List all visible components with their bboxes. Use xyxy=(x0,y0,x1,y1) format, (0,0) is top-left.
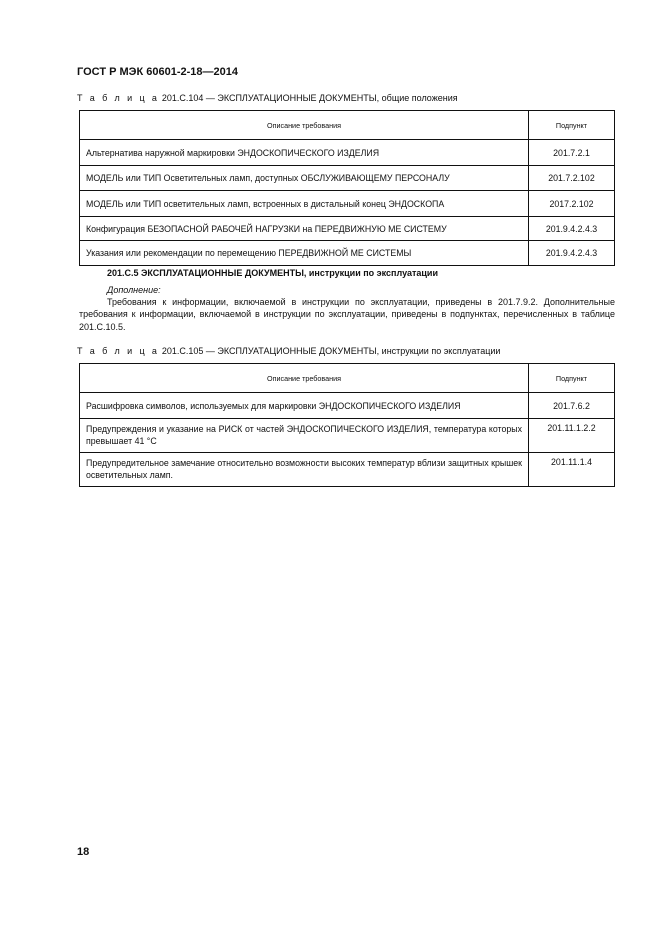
table-row xyxy=(80,419,615,453)
table-row xyxy=(80,166,615,191)
cell-subclause: 201.11.1.4 xyxy=(529,453,615,487)
table-header-row xyxy=(80,364,615,393)
table-201-c-104 xyxy=(79,110,615,266)
section-paragraph: Требования к информации, включаемой в инструкции по эксплуатации, приведены в 201.7.9.2. Дополнительные требования к информации, включаемой в инструкции по эксплуатации, приведены в подпунктах, перечисленных в таблице 201.С.10.5. xyxy=(79,297,615,332)
column-header-subclause: Подпункт xyxy=(529,111,615,140)
cell-description: Альтернатива наружной маркировки ЭНДОСКОПИЧЕСКОГО ИЗДЕЛИЯ xyxy=(80,140,529,166)
cell-description: Предупреждения и указание на РИСК от частей ЭНДОСКОПИЧЕСКОГО ИЗДЕЛИЯ, температура которых превышает 41 °С xyxy=(80,419,529,453)
cell-subclause: 2017.2.102 xyxy=(529,191,615,217)
cell-description: МОДЕЛЬ или ТИП Осветительных ламп, доступных ОБСЛУЖИВАЮЩЕМУ ПЕРСОНАЛУ xyxy=(80,166,529,191)
table2-caption-text: 201.С.105 — ЭКСПЛУАТАЦИОННЫЕ ДОКУМЕНТЫ, инструкции по эксплуатации xyxy=(159,346,501,356)
cell-subclause: 201.7.2.1 xyxy=(529,140,615,166)
table1-caption-text: 201.С.104 — ЭКСПЛУАТАЦИОННЫЕ ДОКУМЕНТЫ, общие положения xyxy=(159,93,458,103)
table-201-c-105 xyxy=(79,363,615,487)
cell-description: Предупредительное замечание относительно возможности высоких температур вблизи защитных крышек осветительных ламп. xyxy=(80,453,529,487)
cell-description: МОДЕЛЬ или ТИП осветительных ламп, встроенных в дистальный конец ЭНДОСКОПА xyxy=(80,191,529,217)
table2-caption xyxy=(77,346,500,356)
table1-caption xyxy=(77,93,458,103)
table-row xyxy=(80,241,615,266)
cell-subclause: 201.7.2.102 xyxy=(529,166,615,191)
column-header-description: Описание требования xyxy=(80,111,529,140)
table-row xyxy=(80,191,615,217)
cell-description: Конфигурация БЕЗОПАСНОЙ РАБОЧЕЙ НАГРУЗКИ на ПЕРЕДВИЖНУЮ МЕ СИСТЕМУ xyxy=(80,217,529,241)
page-number: 18 xyxy=(77,846,90,858)
table-header-row xyxy=(80,111,615,140)
section-heading: 201.С.5 ЭКСПЛУАТАЦИОННЫЕ ДОКУМЕНТЫ, инструкции по эксплуатации xyxy=(107,268,438,278)
table-row xyxy=(80,393,615,419)
table2-caption-prefix: Т а б л и ц а xyxy=(77,346,160,356)
cell-subclause: 201.9.4.2.4.3 xyxy=(529,241,615,266)
cell-description: Указания или рекомендации по перемещению ПЕРЕДВИЖНОЙ МЕ СИСТЕМЫ xyxy=(80,241,529,266)
table1-caption-prefix: Т а б л и ц а xyxy=(77,93,160,103)
table-row xyxy=(80,453,615,487)
column-header-description: Описание требования xyxy=(80,364,529,393)
cell-subclause: 201.9.4.2.4.3 xyxy=(529,217,615,241)
table-row xyxy=(80,140,615,166)
cell-subclause: 201.7.6.2 xyxy=(529,393,615,419)
column-header-subclause: Подпункт xyxy=(529,364,615,393)
addition-label: Дополнение: xyxy=(107,285,161,295)
document-id: ГОСТ Р МЭК 60601-2-18—2014 xyxy=(77,66,238,78)
table-row xyxy=(80,217,615,241)
cell-description: Расшифровка символов, используемых для маркировки ЭНДОСКОПИЧЕСКОГО ИЗДЕЛИЯ xyxy=(80,393,529,419)
cell-subclause: 201.11.1.2.2 xyxy=(529,419,615,453)
